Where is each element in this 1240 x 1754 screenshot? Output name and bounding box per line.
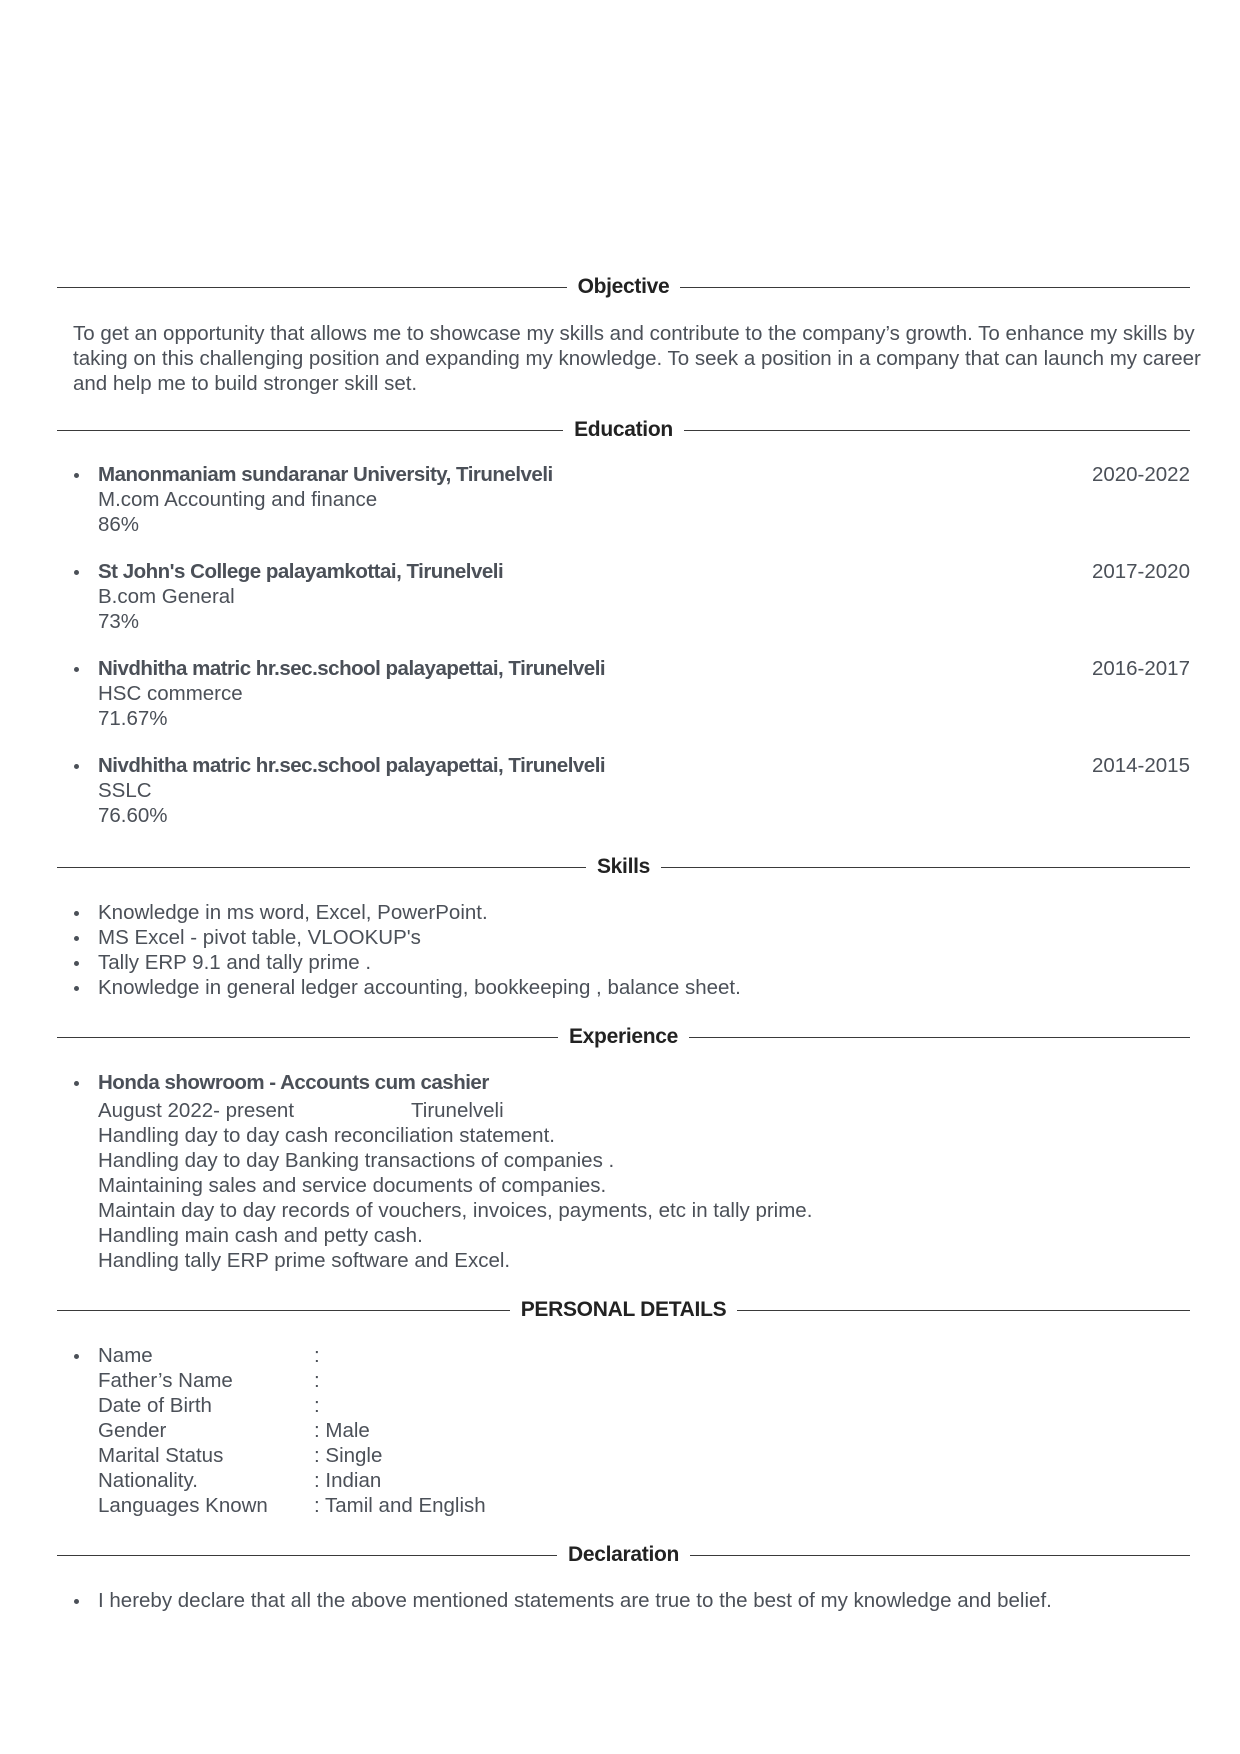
detail-label: Marital Status — [98, 1444, 224, 1467]
score: 71.67% — [98, 707, 168, 730]
divider — [57, 1310, 510, 1311]
objective-text: To get an opportunity that allows me to showcase my skills and contribute to the company’s growth. To enhance my skills by taking on this challenging position and expanding my knowledge. To seek a position in a company that can launch my career and help me to build stronger skill set. — [73, 322, 1201, 395]
job-period: August 2022- present — [98, 1099, 295, 1122]
section-title: Objective — [577, 275, 670, 298]
objective-heading — [57, 272, 1190, 302]
detail-value: : Indian — [314, 1469, 382, 1492]
detail-row — [98, 1468, 1190, 1493]
degree: M.com Accounting and finance — [98, 488, 378, 511]
divider — [57, 1555, 557, 1556]
institution: Nivdhitha matric hr.sec.school palayapettai, Tirunelveli — [98, 754, 606, 777]
education-item — [57, 559, 1190, 634]
detail-label: Name — [98, 1344, 153, 1367]
detail-label: Nationality. — [98, 1469, 198, 1492]
divider — [689, 1037, 1190, 1038]
degree: SSLC — [98, 779, 152, 802]
divider — [690, 1555, 1190, 1556]
experience-item — [57, 1070, 1190, 1273]
skill-text: Knowledge in ms word, Excel, PowerPoint. — [98, 901, 488, 924]
experience-heading — [57, 1022, 1190, 1052]
detail-value: : — [314, 1369, 320, 1392]
divider — [684, 430, 1190, 431]
skill-item — [57, 975, 1190, 1000]
job-location: Tirunelveli — [411, 1099, 504, 1122]
detail-label: Languages Known — [98, 1494, 268, 1517]
divider — [57, 430, 563, 431]
institution: Nivdhitha matric hr.sec.school palayapettai, Tirunelveli — [98, 657, 606, 680]
personal-details-heading — [57, 1295, 1190, 1325]
job-title: Honda showroom - Accounts cum cashier — [98, 1071, 489, 1094]
detail-label: Date of Birth — [98, 1394, 212, 1417]
detail-row — [98, 1418, 1190, 1443]
bullet-icon — [74, 667, 79, 672]
detail-value: : Single — [314, 1444, 383, 1467]
years: 2020-2022 — [1091, 463, 1190, 486]
bullet-icon — [74, 1354, 79, 1359]
divider — [57, 867, 586, 868]
bullet-icon — [74, 936, 79, 941]
score: 73% — [98, 610, 140, 633]
institution: Manonmaniam sundaranar University, Tirunelveli — [98, 463, 553, 486]
duty: Handling main cash and petty cash. — [98, 1224, 423, 1247]
section-title: Skills — [596, 855, 651, 878]
declaration-item — [57, 1588, 1190, 1613]
education-item — [57, 753, 1190, 828]
section-title: Declaration — [567, 1543, 680, 1566]
skill-text: MS Excel - pivot table, VLOOKUP's — [98, 926, 421, 949]
declaration-heading — [57, 1540, 1190, 1570]
skill-item — [57, 950, 1190, 975]
degree: HSC commerce — [98, 682, 243, 705]
skills-heading — [57, 852, 1190, 882]
bullet-icon — [74, 473, 79, 478]
bullet-icon — [74, 986, 79, 991]
section-title: Education — [574, 418, 673, 441]
duty: Handling tally ERP prime software and Excel. — [98, 1249, 511, 1272]
detail-value: : Tamil and English — [314, 1494, 486, 1517]
detail-value: : — [314, 1394, 320, 1417]
institution: St John's College palayamkottai, Tirunelveli — [98, 560, 504, 583]
personal-details-list — [57, 1343, 1190, 1518]
skills-list — [57, 900, 1190, 1000]
detail-row — [98, 1393, 1190, 1418]
education-heading — [57, 415, 1190, 445]
duty: Handling day to day cash reconciliation statement. — [98, 1124, 555, 1147]
section-title: Experience — [568, 1025, 679, 1048]
divider — [57, 1037, 558, 1038]
duty: Maintaining sales and service documents of companies. — [98, 1174, 607, 1197]
skill-text: Knowledge in general ledger accounting, bookkeeping , balance sheet. — [98, 976, 741, 999]
years: 2016-2017 — [1091, 657, 1190, 680]
education-item — [57, 656, 1190, 731]
bullet-icon — [74, 764, 79, 769]
detail-row — [98, 1493, 1190, 1518]
detail-label: Gender — [98, 1419, 167, 1442]
divider — [737, 1310, 1190, 1311]
score: 86% — [98, 513, 140, 536]
declaration-text: I hereby declare that all the above mentioned statements are true to the best of my knowledge and belief. — [98, 1589, 1052, 1612]
section-title: PERSONAL DETAILS — [520, 1298, 727, 1321]
detail-label: Father’s Name — [98, 1369, 233, 1392]
declaration-list — [57, 1588, 1190, 1613]
divider — [680, 287, 1190, 288]
bullet-icon — [74, 1599, 79, 1604]
experience-list — [57, 1070, 1190, 1273]
detail-value: : — [314, 1344, 320, 1367]
bullet-icon — [74, 1081, 79, 1086]
years: 2014-2015 — [1091, 754, 1190, 777]
years: 2017-2020 — [1091, 560, 1190, 583]
bullet-icon — [74, 911, 79, 916]
personal-details-item — [57, 1343, 1190, 1518]
bullet-icon — [74, 570, 79, 575]
detail-value: : Male — [314, 1419, 370, 1442]
divider — [661, 867, 1190, 868]
detail-row — [98, 1443, 1190, 1468]
education-list — [57, 462, 1190, 850]
degree: B.com General — [98, 585, 235, 608]
education-item — [57, 462, 1190, 537]
skill-text: Tally ERP 9.1 and tally prime . — [98, 951, 372, 974]
skill-item — [57, 925, 1190, 950]
detail-row — [98, 1343, 1190, 1368]
divider — [57, 287, 567, 288]
skill-item — [57, 900, 1190, 925]
detail-row — [98, 1368, 1190, 1393]
bullet-icon — [74, 961, 79, 966]
duty: Maintain day to day records of vouchers, invoices, payments, etc in tally prime. — [98, 1199, 813, 1222]
duty: Handling day to day Banking transactions of companies . — [98, 1149, 615, 1172]
job-meta — [98, 1098, 1190, 1123]
score: 76.60% — [98, 804, 168, 827]
